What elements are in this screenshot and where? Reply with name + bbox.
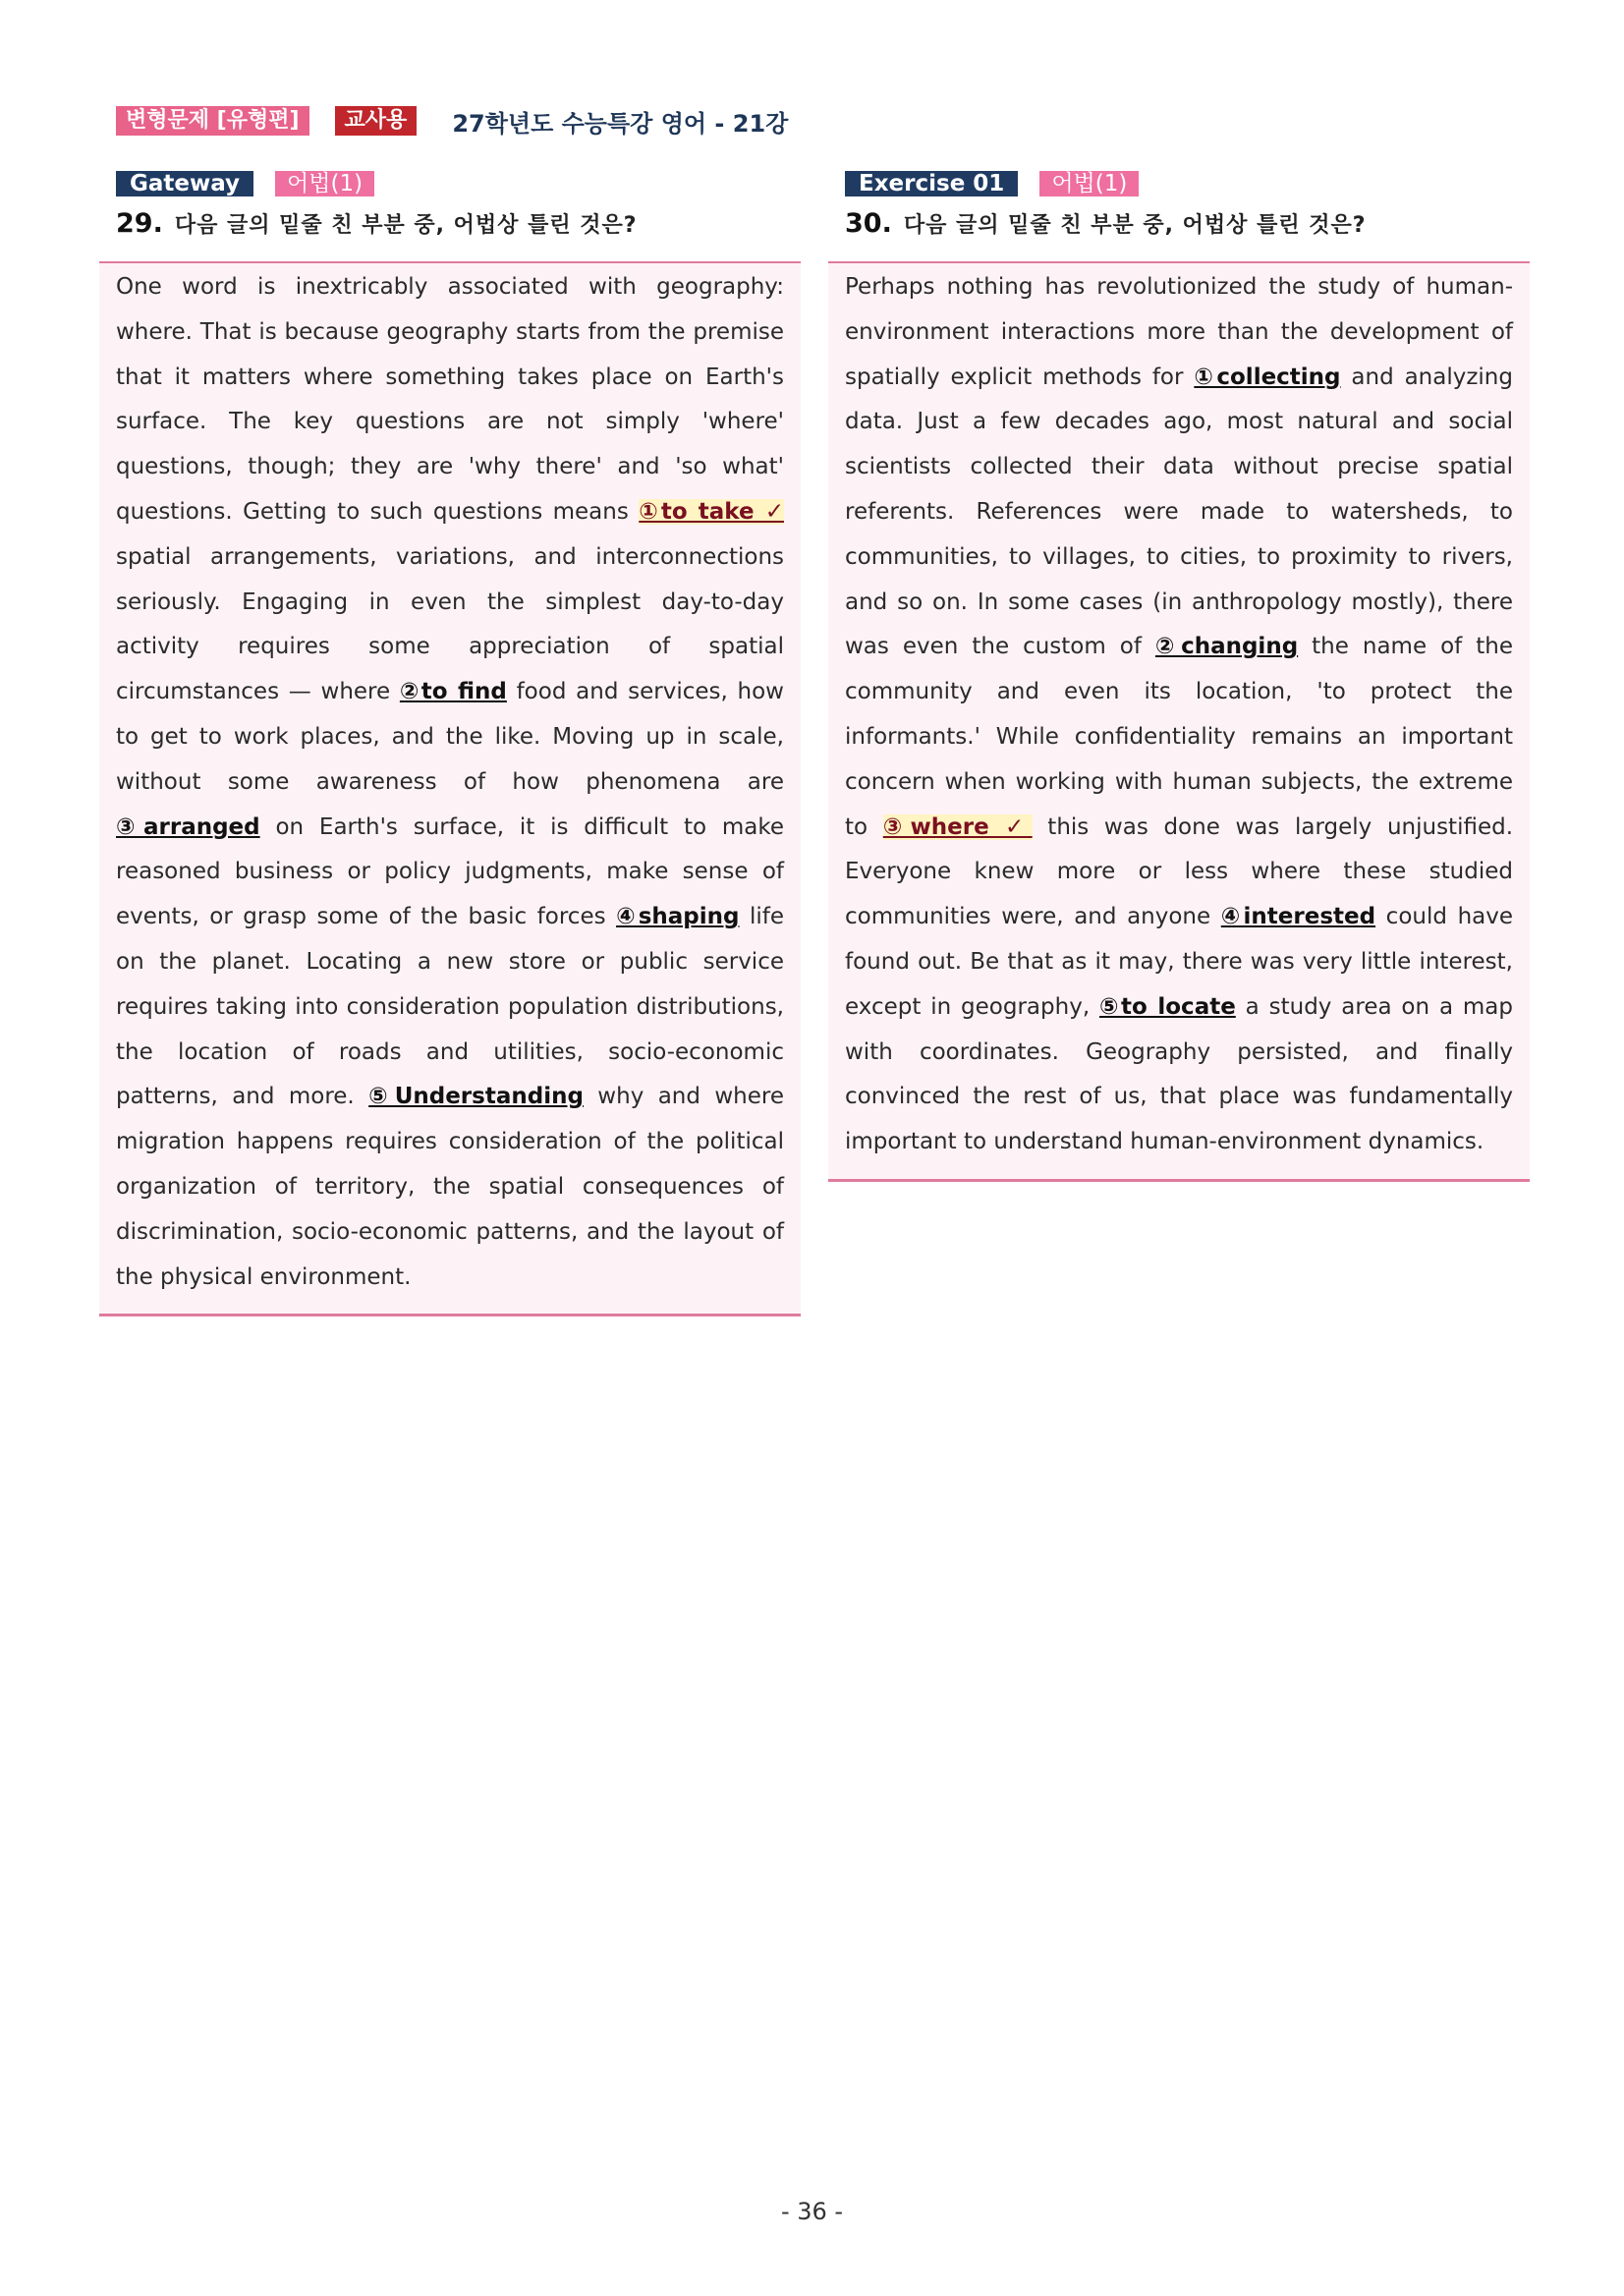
variant-tag: 변형문제 [유형편] [116, 106, 309, 136]
question-text: 다음 글의 밑줄 친 부분 중, 어법상 틀린 것은? [903, 213, 1367, 238]
passage-text: One word is inextricably associated with geography: where. That is because geography starts from the premise that it matters where something takes place on Earth's surface. The key questions are not simply 'where' questions, though; they are 'why there' and 'so what' questions. Getting to such questions means [116, 274, 784, 525]
passage-text: this was done was largely unjustified. Everyone knew more or less where these studied communities were, and anyone [845, 813, 1514, 930]
exercise-question [828, 208, 1530, 244]
answer-choice-1: ①to take ✓ [639, 498, 784, 525]
exercise-column [828, 171, 1530, 1182]
gateway-passage [116, 265, 784, 1300]
gateway-question [99, 208, 801, 244]
gateway-label: Gateway [116, 171, 253, 196]
question-text: 다음 글의 밑줄 친 부분 중, 어법상 틀린 것은? [174, 213, 638, 238]
gateway-type-label: 어법(1) [275, 171, 374, 196]
choice-5: ⑤Understanding [368, 1084, 584, 1110]
exercise-passage-box [828, 261, 1530, 1182]
answer-choice-3: ③where ✓ [882, 813, 1033, 840]
passage-text: food and services, how to get to work places, and the like. Moving up in scale, without some awareness of how phenomena are [116, 679, 784, 795]
question-number: 30. [845, 208, 892, 239]
exercise-type-label: 어법(1) [1039, 171, 1139, 196]
page-header [116, 104, 788, 138]
choice-2: ②changing [1154, 634, 1299, 660]
choice-2: ②to find [399, 679, 507, 705]
passage-text: could have found out. Be that as it may, there was very little interest, except in geography, [845, 904, 1514, 1020]
passage-text: spatial arrangements, variations, and interconnections seriously. Engaging in even the simplest day-to-day activity requires some appreciation of spatial circumstances — where [116, 543, 784, 705]
exercise-label: Exercise 01 [845, 171, 1018, 196]
exercise-labels [828, 171, 1530, 196]
exercise-passage [845, 265, 1513, 1165]
choice-4: ④shaping [616, 904, 740, 930]
gateway-passage-box [99, 261, 801, 1316]
question-number: 29. [116, 208, 163, 239]
teacher-tag: 교사용 [335, 106, 418, 136]
choice-3: ③arranged [116, 813, 260, 840]
gateway-column [99, 171, 801, 1316]
passage-text: life on the planet. Locating a new store or public service requires taking into consideration population distributions, the location of roads and utilities, socio-economic patterns, and more. [116, 904, 784, 1110]
document-title: 27학년도 수능특강 영어 - 21강 [452, 109, 789, 138]
choice-4: ④interested [1220, 904, 1376, 930]
passage-text: on Earth's surface, it is difficult to make reasoned business or policy judgments, make sense of events, or grasp some of the basic forces [116, 813, 785, 930]
passage-text: the name of the community and even its location, 'to protect the informants.' While confidentiality remains an important concern when working with human subjects, the extreme to [845, 634, 1513, 840]
passage-text: why and where migration happens requires consideration of the political organization of territory, the spatial consequences of discrimination, socio-economic patterns, and the layout of the physical environment. [116, 1084, 784, 1290]
page-number: - 36 - [780, 2198, 844, 2225]
choice-1: ①collecting [1194, 364, 1341, 390]
passage-text: Perhaps nothing has revolutionized the study of human-environment interactions more than the development of spatially explicit methods for [845, 274, 1513, 390]
gateway-labels [99, 171, 801, 196]
choice-5: ⑤to locate [1099, 993, 1236, 1020]
passage-text: a study area on a map with coordinates. Geography persisted, and finally convinced the rest of us, that place was fundamentally important to understand human-environment dynamics. [845, 993, 1513, 1155]
passage-text: and analyzing data. Just a few decades ago, most natural and social scientists collected their data without precise spatial referents. References were made to watersheds, to communities, to villages, to cities, to proximity to rivers, and so on. In some cases (in anthropology mostly), there was even the custom of [845, 364, 1513, 660]
